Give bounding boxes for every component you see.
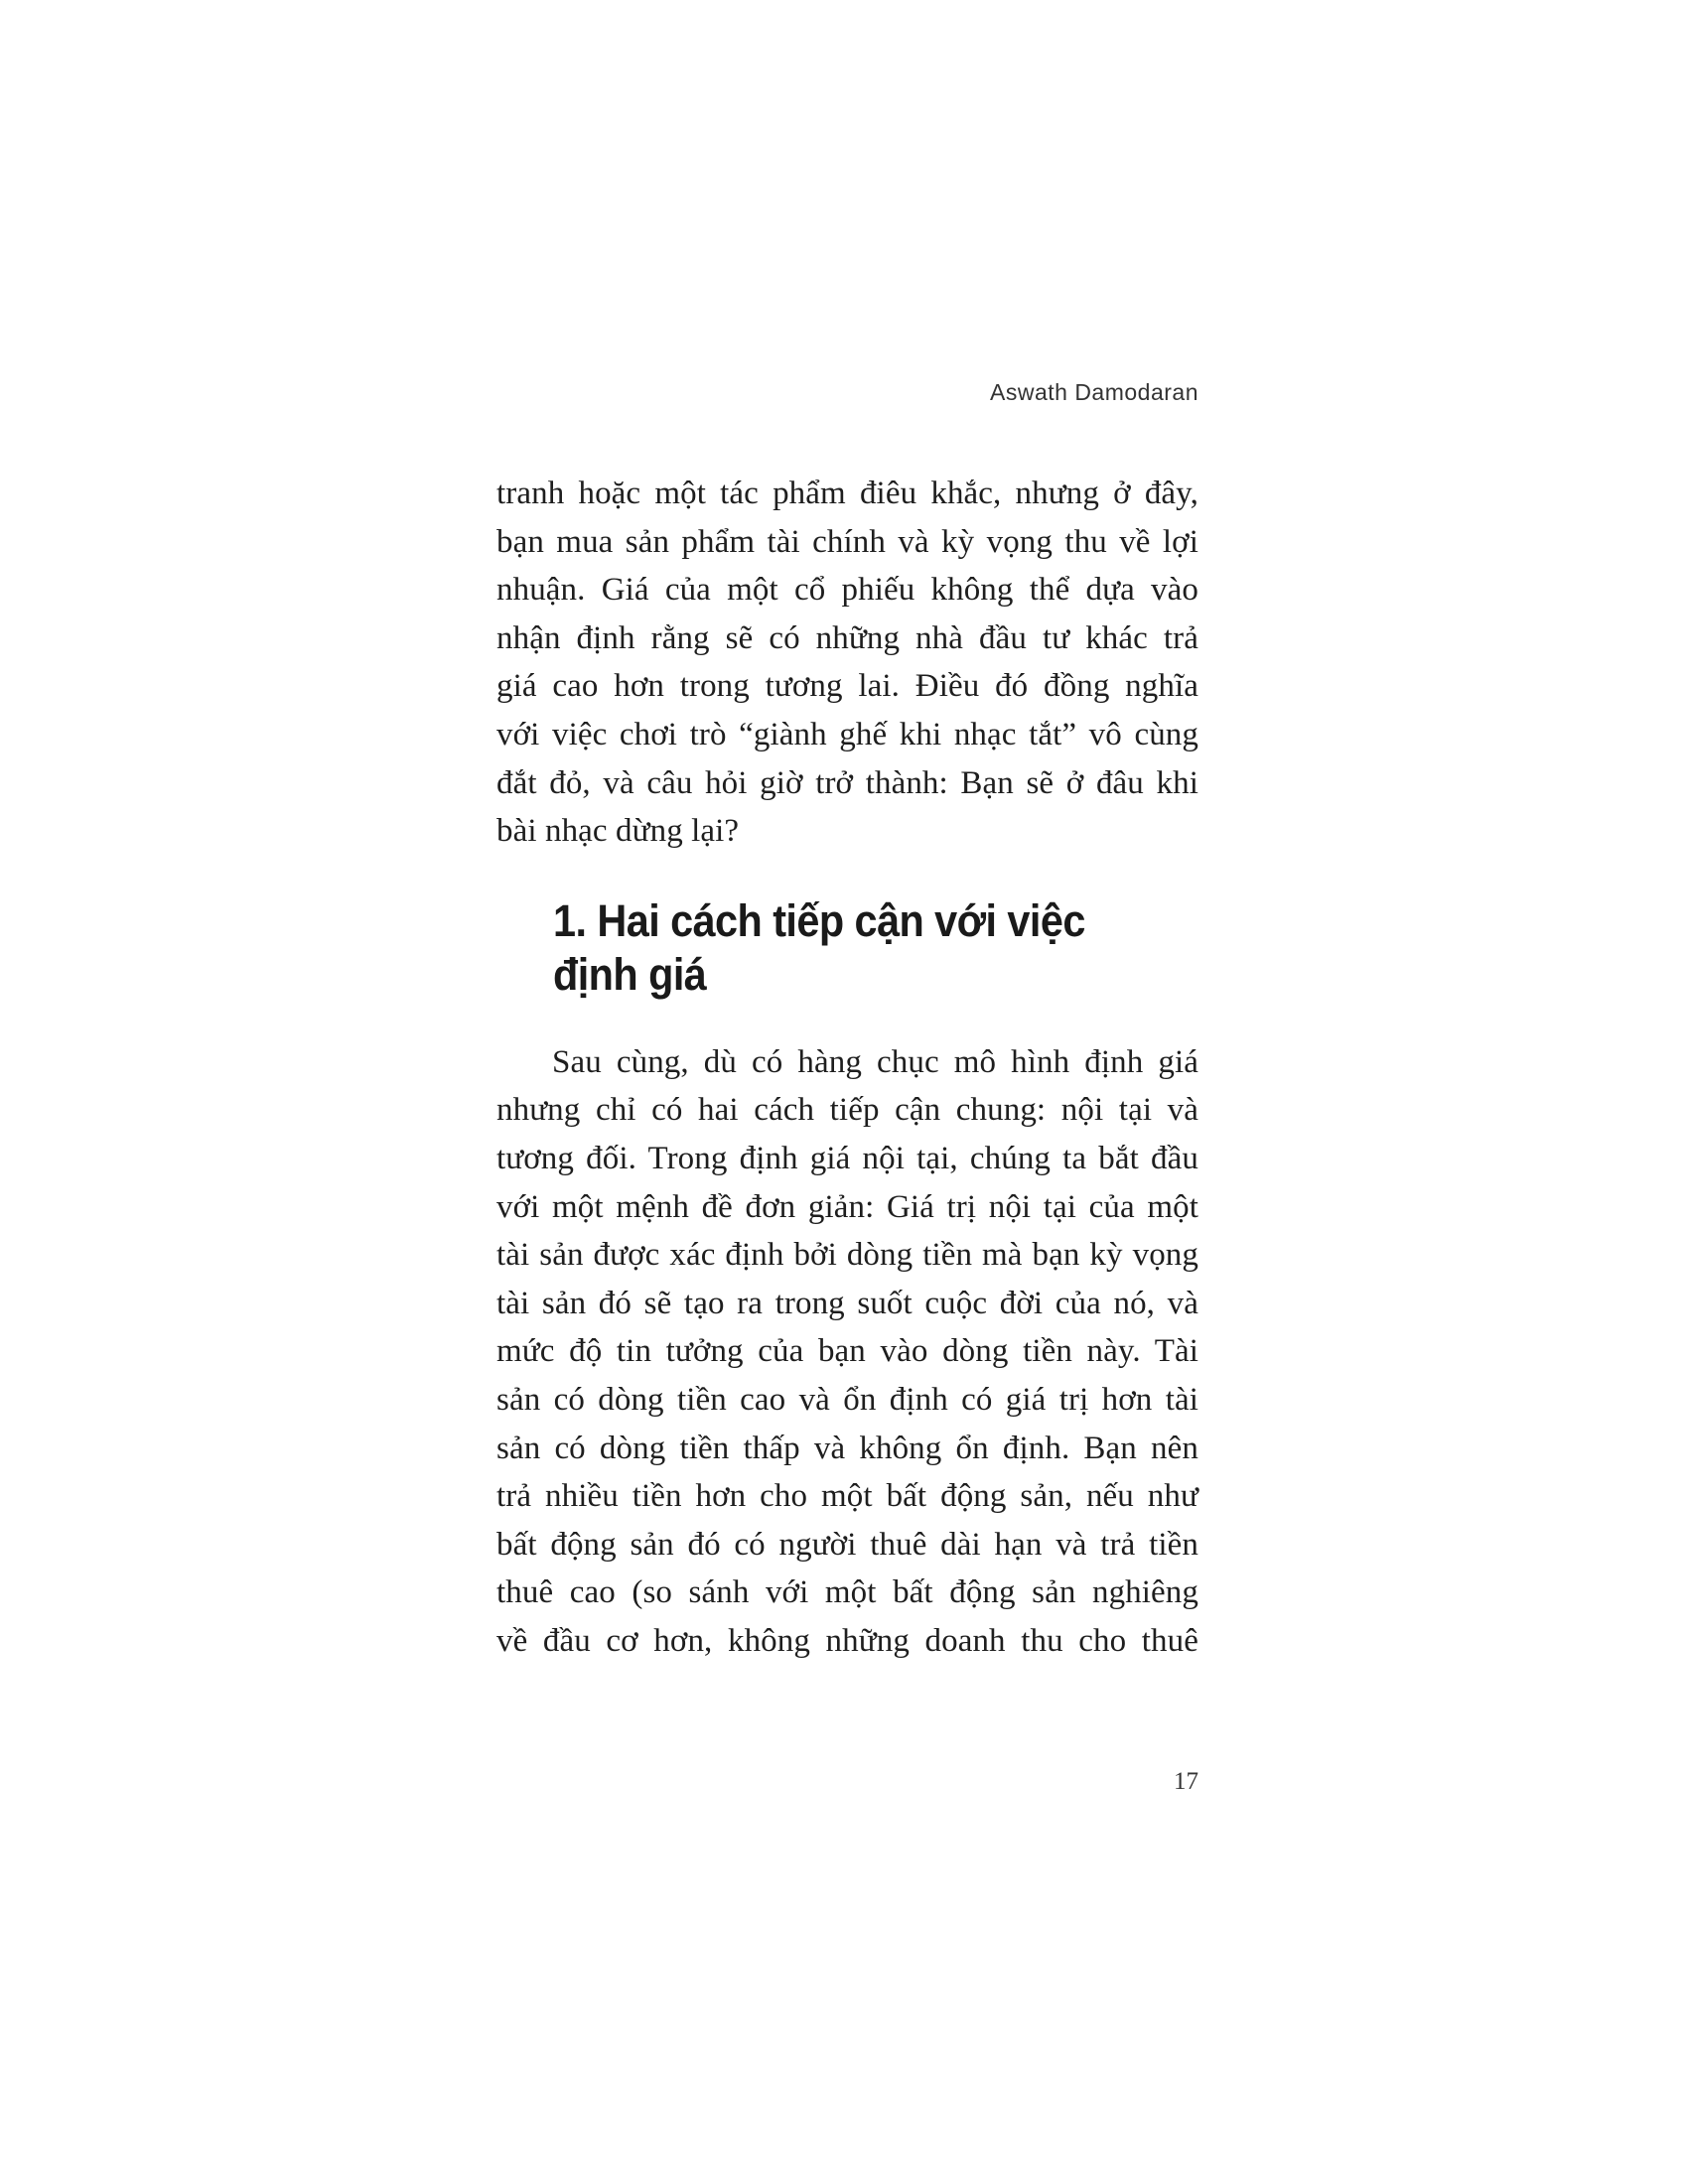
text-line: Sau cùng, dù có hàng chục mô hình định giá (552, 1043, 1198, 1080)
section-heading (553, 894, 1147, 1002)
running-head-author: Aswath Damodaran (990, 379, 1198, 405)
page-body (496, 470, 1198, 1665)
text-line: thuê cao (so sánh với một bất động sản nghiêng (496, 1574, 1198, 1611)
paragraph-continued (496, 470, 1198, 856)
text-line: với một mệnh đề đơn giản: Giá trị nội tại của một (496, 1188, 1198, 1225)
text-line: giá cao hơn trong tương lai. Điều đó đồng nghĩa (496, 668, 1198, 705)
text-line: nhưng chỉ có hai cách tiếp cận chung: nội tại và (496, 1092, 1198, 1129)
text-line: sản có dòng tiền cao và ổn định có giá trị hơn tài (496, 1381, 1198, 1418)
text-line: đắt đỏ, và câu hỏi giờ trở thành: Bạn sẽ ở đâu khi (496, 764, 1198, 801)
text-line: trả nhiều tiền hơn cho một bất động sản, nếu như (496, 1478, 1198, 1515)
page-number: 17 (1174, 1768, 1198, 1795)
text-line: bạn mua sản phẩm tài chính và kỳ vọng thu về lợi (496, 523, 1198, 560)
text-line: nhận định rằng sẽ có những nhà đầu tư khác trả (496, 619, 1198, 656)
paragraph-main (496, 1038, 1198, 1666)
text-line: bất động sản đó có người thuê dài hạn và trả tiền (496, 1526, 1198, 1563)
text-line: sản có dòng tiền thấp và không ổn định. Bạn nên (496, 1430, 1198, 1466)
text-line: mức độ tin tưởng của bạn vào dòng tiền này. Tài (496, 1333, 1198, 1370)
text-line: tài sản được xác định bởi dòng tiền mà bạn kỳ vọng (496, 1237, 1198, 1274)
text-line: về đầu cơ hơn, không những doanh thu cho thuê (496, 1622, 1198, 1659)
heading-line: định giá (553, 948, 707, 1000)
text-line: tranh hoặc một tác phẩm điêu khắc, nhưng ở đây, (496, 476, 1198, 511)
text-line: với việc chơi trò “giành ghế khi nhạc tắt” vô cùng (496, 716, 1198, 752)
heading-line: 1. Hai cách tiếp cận với việc (553, 894, 1085, 946)
text-line: bài nhạc dừng lại? (496, 813, 740, 850)
text-line: nhuận. Giá của một cổ phiếu không thể dựa vào (496, 572, 1198, 609)
text-line: tài sản đó sẽ tạo ra trong suốt cuộc đời của nó, và (496, 1285, 1198, 1321)
text-line: tương đối. Trong định giá nội tại, chúng ta bắt đầu (496, 1140, 1198, 1176)
